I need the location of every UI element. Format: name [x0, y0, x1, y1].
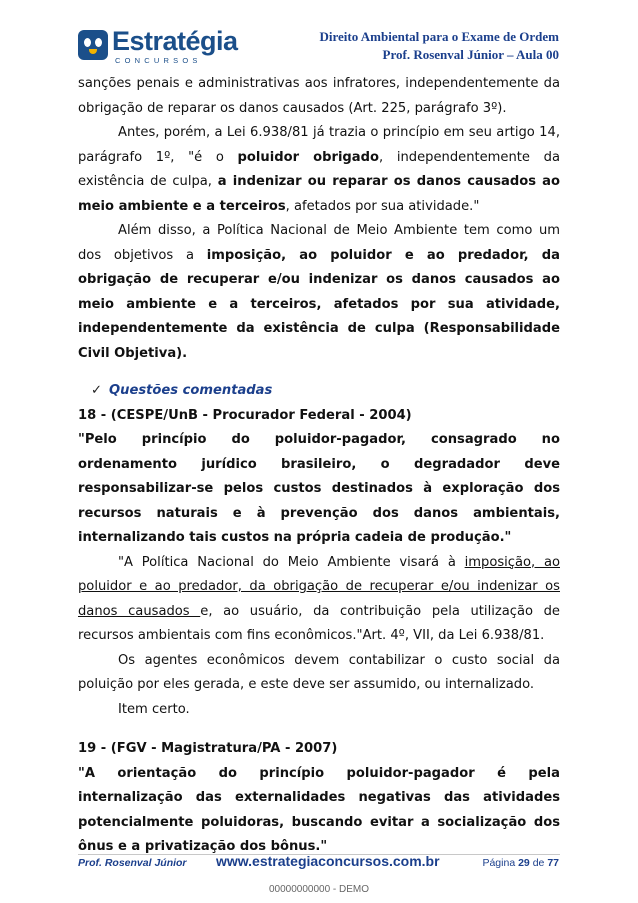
- page-header: [0, 0, 638, 70]
- owl-logo-icon: [78, 30, 108, 60]
- question-statement: "A orientação do princípio poluidor-pagador é pela internalização das externalidades negativas das atividades potencialmente poluidoras, buscando evitar a socialização dos ônus e a privatização dos bônus.": [78, 765, 560, 854]
- page-of: de: [532, 857, 545, 869]
- footer-website: www.estrategiaconcursos.com.br: [216, 853, 440, 869]
- text-span: "A Política Nacional do Meio Ambiente visará à: [118, 554, 465, 570]
- footer-author: Prof. Rosenval Júnior: [78, 857, 187, 869]
- question-18-answer: Item certo.: [118, 701, 190, 717]
- question-title: 19 - (FGV - Magistratura/PA - 2007): [78, 741, 338, 756]
- text-span: Antes, porém, a Lei 6.938/81 já trazia o princípio em seu artigo 14, parágrafo 1º, "é o: [78, 125, 560, 165]
- course-title: Direito Ambiental para o Exame de Ordem: [319, 29, 559, 44]
- paragraph-lei-6938: [78, 121, 560, 219]
- underlined-span: imposição, ao poluidor e ao predador, da obrigação de recuperar e/ou indenizar os danos causados: [78, 554, 560, 619]
- question-19-statement: [78, 762, 560, 860]
- bold-span: a indenizar ou reparar os danos causados ao meio ambiente e a terceiros: [78, 174, 561, 214]
- question-18-title: [78, 404, 560, 429]
- text-span: , afetados por sua atividade.": [285, 198, 480, 214]
- question-18-comment: [78, 551, 560, 649]
- question-18-statement: [78, 428, 560, 551]
- text-span: e, ao usuário, da contribuição pela utilização de recursos ambientais com fins econômicos."Art. 4º, VII, da Lei 6.938/81.: [78, 603, 560, 643]
- section-heading: [78, 379, 560, 404]
- logo-wordmark: Estratégia: [112, 26, 238, 56]
- estrategia-logo: [78, 26, 238, 68]
- bold-span: poluidor obrigado: [237, 149, 380, 165]
- page-label: Página: [482, 857, 516, 869]
- paragraph-sancoes: sanções penais e administrativas aos infratores, independentemente da obrigação de reparar os danos causados (Art. 225, parágrafo 3º).: [78, 76, 560, 116]
- page-current: 29: [518, 857, 530, 869]
- question-title: 18 - (CESPE/UnB - Procurador Federal - 2004): [78, 407, 412, 423]
- question-statement: "Pelo princípio do poluidor-pagador, consagrado no ordenamento jurídico brasileiro, o degradador deve responsabilizar-se pelos custos destinados à exploração dos recursos naturais e à prevenção dos danos ambientais, internalizando tais custos na própria cadeia de produção.": [78, 432, 560, 545]
- page-content: [78, 72, 560, 860]
- text-span: , independentemente da existência de culpa,: [78, 149, 560, 189]
- bold-span: imposição, ao poluidor e ao predador, da obrigação de recuperar e/ou indenizar os danos causados ao meio ambiente e a terceiros, afetados por sua atividade, independentemente da existência de culpa (Responsabilidade Civil Objetiva).: [78, 247, 560, 361]
- page-total: 77: [547, 857, 559, 869]
- demo-watermark: 00000000000 - DEMO: [268, 884, 370, 895]
- section-title: Questões comentadas: [109, 383, 273, 398]
- paragraph-politica-nacional: [78, 219, 560, 366]
- page-number: [482, 857, 559, 869]
- logo-subtitle: CONCURSOS: [115, 56, 202, 65]
- question-19-title: [78, 737, 560, 762]
- professor-lesson: Prof. Rosenval Júnior – Aula 00: [382, 47, 559, 62]
- document-header-title: [319, 28, 559, 64]
- text-span: Além disso, a Política Nacional de Meio Ambiente tem como um dos objetivos a: [78, 223, 560, 263]
- checkmark-icon: ✓: [91, 383, 102, 398]
- question-18-comment-2: Os agentes econômicos devem contabilizar o custo social da poluição por eles gerada, e este deve ser assumido, ou internalizado.: [78, 652, 560, 692]
